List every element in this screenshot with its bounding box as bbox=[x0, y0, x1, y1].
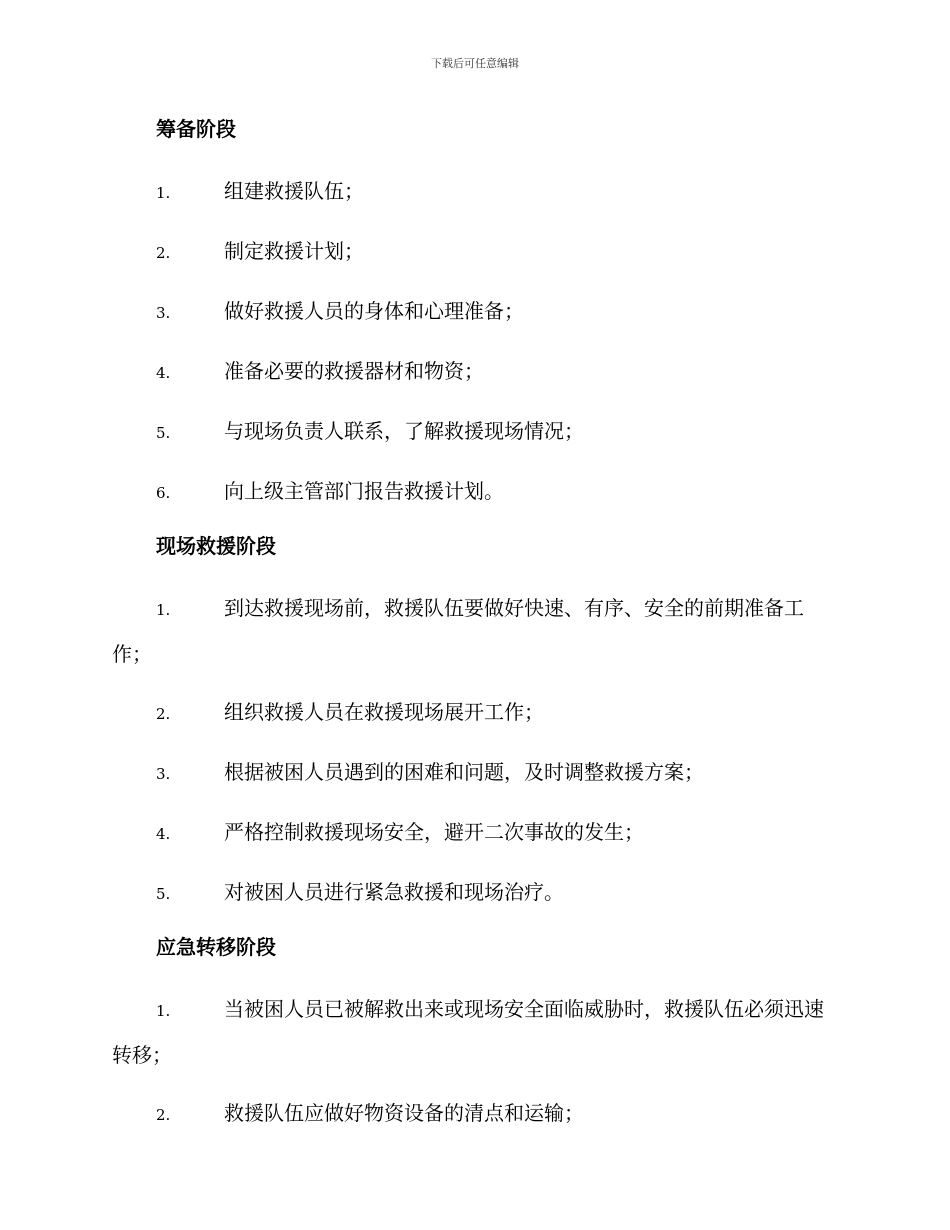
item-number: 6. bbox=[156, 484, 171, 502]
item-text: 到达救援现场前，救援队伍要做好快速、有序、安全的前期准备工作； bbox=[112, 596, 804, 666]
item-text: 组建救援队伍； bbox=[224, 179, 364, 203]
list-item bbox=[112, 810, 842, 856]
item-number: 3. bbox=[156, 304, 171, 322]
list-item bbox=[112, 349, 842, 395]
section-heading: 筹备阶段 bbox=[156, 117, 236, 141]
list-item bbox=[112, 229, 842, 275]
item-number: 1. bbox=[156, 184, 171, 202]
item-number: 2. bbox=[156, 244, 171, 262]
item-text: 严格控制救援现场安全，避开二次事故的发生； bbox=[224, 820, 644, 844]
item-number: 1. bbox=[156, 1002, 171, 1020]
page-header: 下载后可任意编辑 bbox=[431, 57, 519, 70]
list-item bbox=[112, 586, 842, 676]
section-emergency-transfer bbox=[112, 930, 842, 1137]
item-text: 准备必要的救援器材和物资； bbox=[224, 359, 484, 383]
item-number: 1. bbox=[156, 601, 171, 619]
item-text: 做好救援人员的身体和心理准备； bbox=[224, 299, 524, 323]
item-number: 2. bbox=[156, 705, 171, 723]
item-text: 根据被困人员遇到的困难和问题，及时调整救援方案； bbox=[224, 760, 704, 784]
item-number: 4. bbox=[156, 364, 171, 382]
section-heading: 应急转移阶段 bbox=[156, 935, 276, 959]
item-number: 3. bbox=[156, 765, 171, 783]
list-item bbox=[112, 690, 842, 736]
list-item bbox=[112, 1091, 842, 1137]
list-item bbox=[112, 870, 842, 916]
item-number: 5. bbox=[156, 885, 171, 903]
list-item bbox=[112, 289, 842, 335]
item-text: 向上级主管部门报告救援计划。 bbox=[224, 479, 504, 503]
item-number: 5. bbox=[156, 424, 171, 442]
list-item bbox=[112, 987, 842, 1077]
section-heading: 现场救援阶段 bbox=[156, 534, 276, 558]
item-text: 对被困人员进行紧急救援和现场治疗。 bbox=[224, 880, 564, 904]
section-onsite-rescue bbox=[112, 529, 842, 916]
list-item bbox=[112, 409, 842, 455]
document-body bbox=[112, 112, 842, 1151]
list-item bbox=[112, 469, 842, 515]
list-item bbox=[112, 750, 842, 796]
item-text: 与现场负责人联系，了解救援现场情况； bbox=[224, 419, 584, 443]
item-text: 制定救援计划； bbox=[224, 239, 364, 263]
list-item bbox=[112, 169, 842, 215]
item-text: 组织救援人员在救援现场展开工作； bbox=[224, 700, 544, 724]
item-number: 4. bbox=[156, 825, 171, 843]
item-text: 当被困人员已被解救出来或现场安全面临威胁时，救援队伍必须迅速转移； bbox=[112, 997, 824, 1067]
section-preparation bbox=[112, 112, 842, 515]
item-number: 2. bbox=[156, 1106, 171, 1124]
item-text: 救援队伍应做好物资设备的清点和运输； bbox=[224, 1101, 584, 1125]
